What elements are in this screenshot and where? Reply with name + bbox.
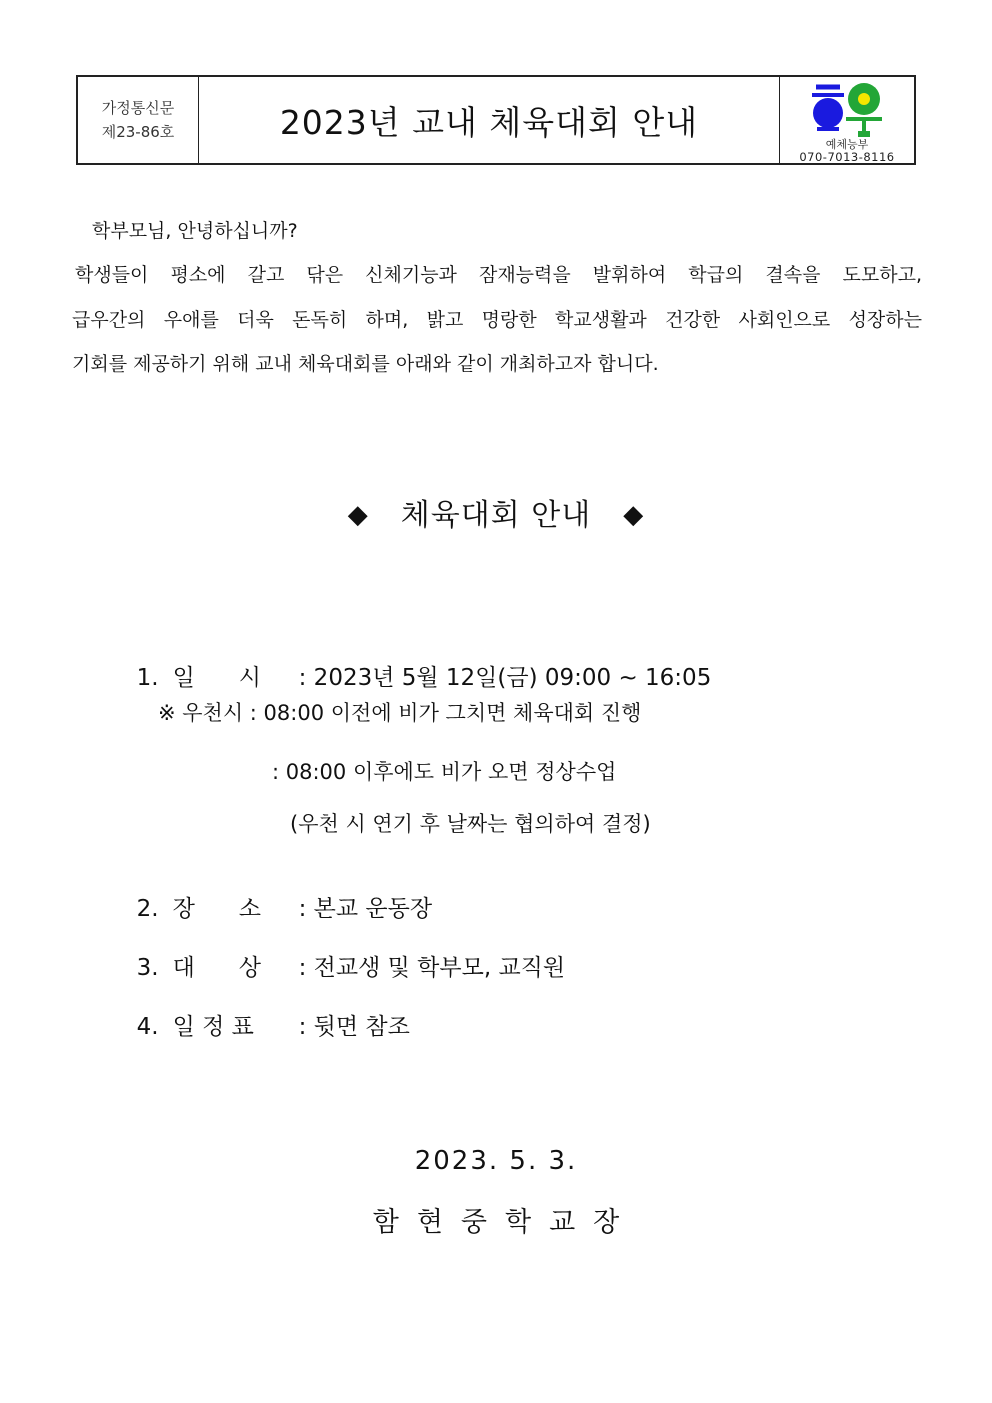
intro-paragraph (72, 253, 922, 387)
intro-line: 급우간의 우애를 더욱 돈독히 하며, 밝고 명랑한 학교생활과 건강한 사회인으로 성장하는 (72, 308, 922, 331)
item-value: : 뒷면 참조 (298, 1014, 410, 1040)
newsletter-label: 가정통신문 (101, 99, 175, 117)
item-label: 대 상 (172, 955, 261, 981)
header-box (76, 75, 916, 165)
intro-line: 기회를 제공하기 위해 교내 체육대회를 아래와 같이 개최하고자 합니다. (72, 353, 659, 375)
greeting: 학부모님, 안녕하십니까? (92, 220, 298, 242)
item-value: : 2023년 5월 12일(금) 09:00 ~ 16:05 (298, 665, 712, 691)
list-item (122, 982, 410, 1041)
department-name: 예체능부 (825, 138, 869, 151)
issue-number: 제23-86호 (101, 123, 175, 141)
list-item (122, 923, 565, 982)
school-logo-icon (812, 81, 882, 139)
list-item (122, 633, 711, 692)
document-title: 2023년 교내 체육대회 안내 (279, 102, 699, 142)
section-title: 체육대회 안내 (400, 498, 592, 533)
item-number: 4. (136, 1014, 159, 1040)
item-value: : 전교생 및 학부모, 교직원 (298, 955, 566, 981)
rain-note: (우천 시 연기 후 날짜는 협의하여 결정) (290, 812, 651, 836)
item-value: : 본교 운동장 (298, 896, 433, 922)
newsletter-info (78, 77, 199, 163)
item-label: 장 소 (172, 896, 261, 922)
diamond-icon: ◆ (623, 500, 645, 530)
item-label: 일 정 표 (172, 1014, 254, 1040)
signer: 함현중학교장 (372, 1207, 638, 1238)
diamond-icon: ◆ (347, 500, 369, 530)
list-item (122, 864, 432, 923)
item-number: 1. (136, 665, 159, 691)
item-number: 2. (136, 896, 159, 922)
item-number: 3. (136, 955, 159, 981)
item-label: 일 시 (172, 665, 261, 691)
rain-note: ※ 우천시 : 08:00 이전에 비가 그치면 체육대회 진행 (158, 701, 642, 725)
department-phone: 070-7013-8116 (799, 150, 895, 164)
rain-note: : 08:00 이후에도 비가 오면 정상수업 (272, 760, 617, 784)
issue-date: 2023. 5. 3. (414, 1146, 578, 1176)
section-heading (0, 490, 992, 534)
department-box (779, 77, 914, 163)
intro-line: 학생들이 평소에 갈고 닦은 신체기능과 잠재능력을 발휘하여 학급의 결속을 도모하고, (75, 264, 922, 286)
